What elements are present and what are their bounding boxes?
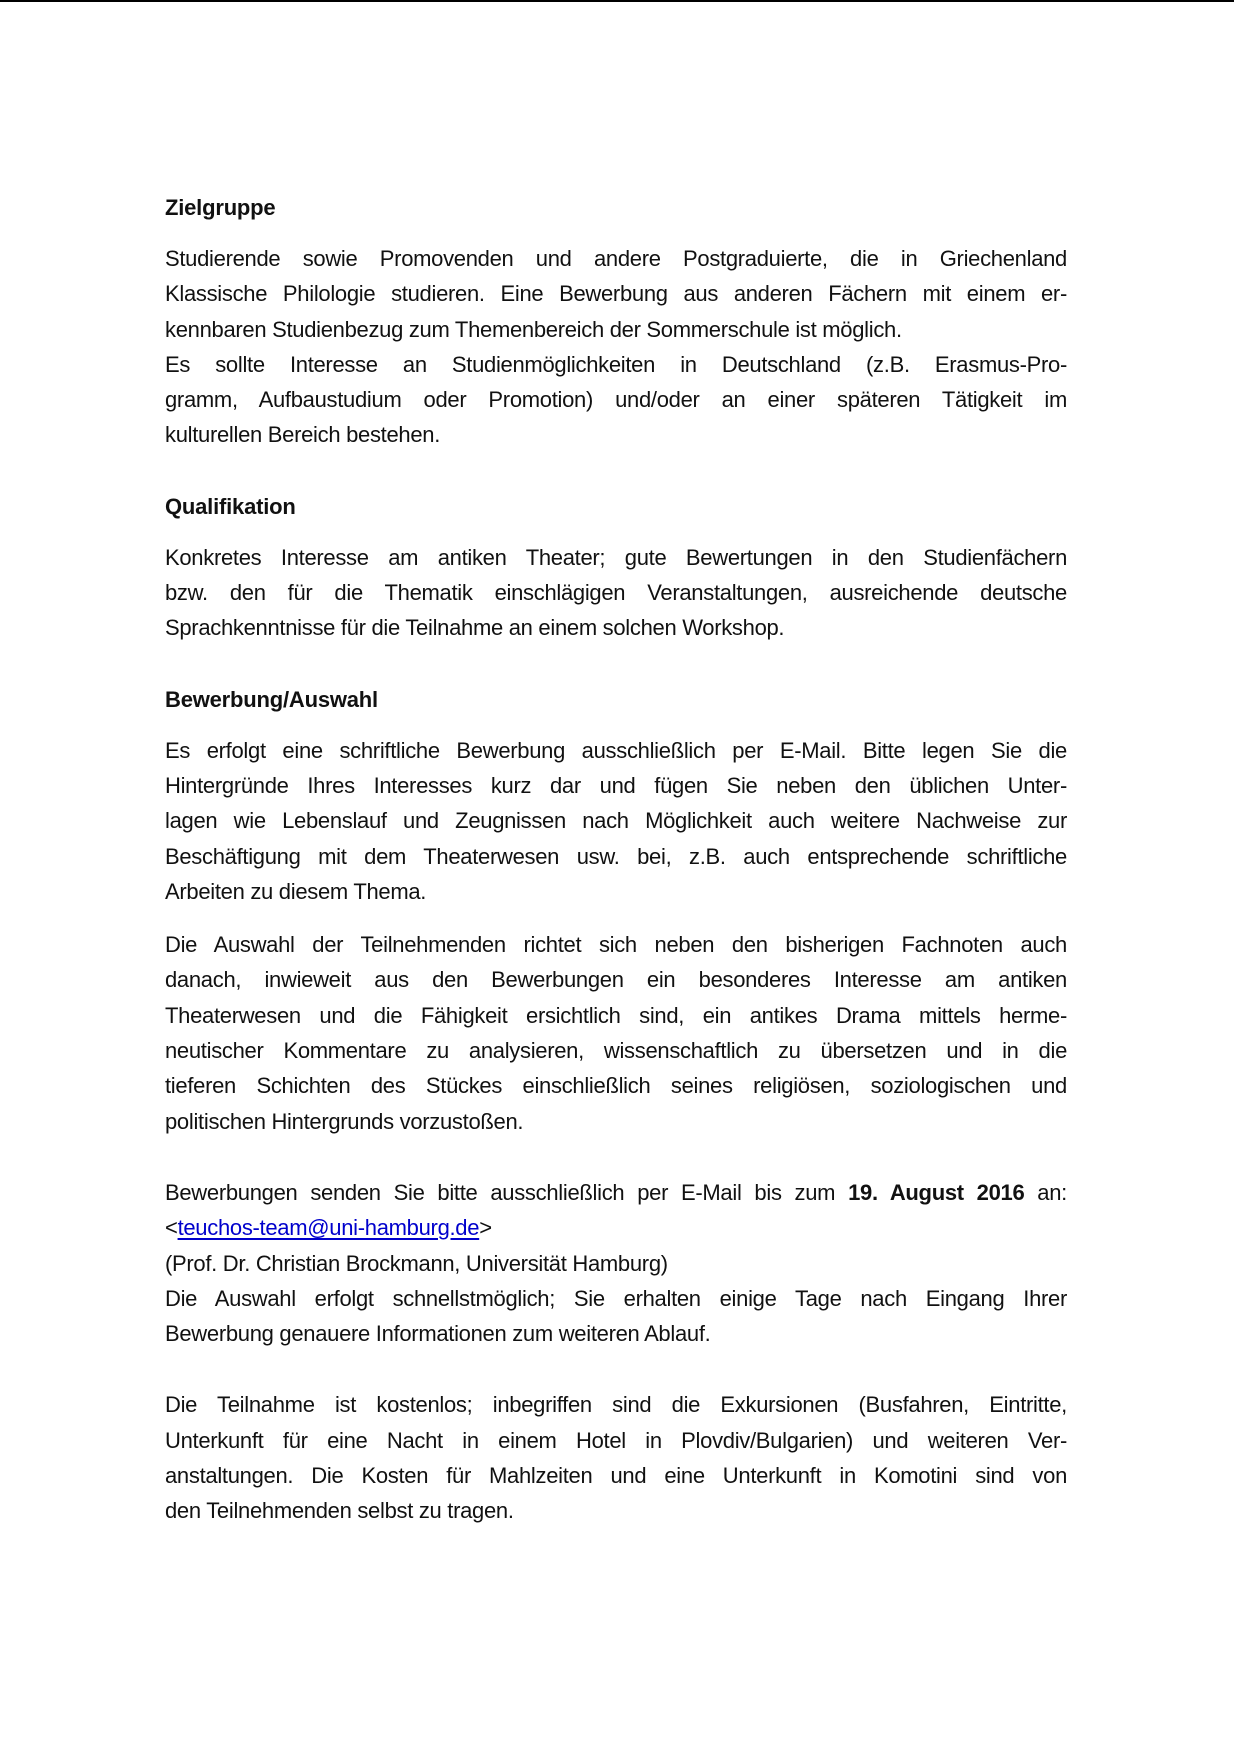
contact-intro-suffix: an:	[1024, 1179, 1067, 1205]
email-link[interactable]: teuchos-team@uni-hamburg.de	[177, 1215, 480, 1241]
text-line: Arbeiten zu diesem Thema.	[165, 878, 427, 904]
text-line: neutischer Kommentare zu analysieren, wissenschaftlich zu übersetzen und in die	[165, 1038, 1067, 1064]
text-line: politischen Hintergrunds vorzustoßen.	[165, 1108, 524, 1134]
contact-intro-line	[165, 1175, 1067, 1210]
deadline-date: 19. August 2016	[848, 1179, 1025, 1205]
text-line: den Teilnehmenden selbst zu tragen.	[165, 1498, 514, 1524]
text-line: Die Teilnahme ist kostenlos; inbegriffen sind die Exkursionen (Busfahren, Eintritte,	[165, 1392, 1067, 1418]
text-line: anstaltungen. Die Kosten für Mahlzeiten und eine Unterkunft in Komotini sind von	[165, 1463, 1067, 1489]
bracket-close: >	[479, 1215, 492, 1241]
text-line: bzw. den für die Thematik einschlägigen Veranstaltungen, ausreichende deutsche	[165, 580, 1067, 606]
bracket-open: <	[165, 1215, 178, 1241]
text-line: kulturellen Bereich bestehen.	[165, 422, 441, 448]
text-line: Es erfolgt eine schriftliche Bewerbung ausschließlich per E-Mail. Bitte legen Sie die	[165, 737, 1067, 763]
text-line: Klassische Philologie studieren. Eine Bewerbung aus anderen Fächern mit einem er-	[165, 281, 1067, 307]
top-border-line	[0, 0, 1234, 2]
text-line: Beschäftigung mit dem Theaterwesen usw. bei, z.B. auch entsprechende schriftliche	[165, 843, 1067, 869]
contact-person: (Prof. Dr. Christian Brockmann, Universität Hamburg)	[165, 1250, 668, 1276]
email-line	[165, 1210, 1067, 1245]
paragraph-qualifikation	[165, 540, 1067, 646]
document-page	[165, 190, 1067, 1529]
contact-block	[165, 1175, 1067, 1351]
text-line: kennbaren Studienbezug zum Themenbereich der Sommerschule ist möglich.	[165, 316, 902, 342]
paragraph-zielgruppe	[165, 241, 1067, 453]
text-line: Sprachkenntnisse für die Teilnahme an einem solchen Workshop.	[165, 615, 785, 641]
text-line: lagen wie Lebenslauf und Zeugnissen nach Möglichkeit auch weitere Nachweise zur	[165, 808, 1067, 834]
heading-bewerbung-auswahl: Bewerbung/Auswahl	[165, 686, 378, 712]
paragraph-auswahl	[165, 927, 1067, 1139]
heading-qualifikation: Qualifikation	[165, 493, 296, 519]
text-line: Die Auswahl der Teilnehmenden richtet sich neben den bisherigen Fachnoten auch	[165, 932, 1067, 958]
text-line: danach, inwieweit aus den Bewerbungen ein besonderes Interesse am antiken	[165, 967, 1067, 993]
text-line: Theaterwesen und die Fähigkeit ersichtlich sind, ein antikes Drama mittels herme-	[165, 1002, 1067, 1028]
heading-zielgruppe: Zielgruppe	[165, 195, 276, 220]
paragraph-costs	[165, 1387, 1067, 1528]
text-line: gramm, Aufbaustudium oder Promotion) und/oder an einer späteren Tätigkeit im	[165, 387, 1067, 413]
contact-intro: Bewerbungen senden Sie bitte ausschließlich per E-Mail bis zum	[165, 1179, 849, 1205]
text-line: Die Auswahl erfolgt schnellstmöglich; Sie erhalten einige Tage nach Eingang Ihrer	[165, 1285, 1067, 1311]
text-line: Bewerbung genauere Informationen zum weiteren Ablauf.	[165, 1321, 711, 1347]
text-line: Unterkunft für eine Nacht in einem Hotel in Plovdiv/Bulgarien) und weiteren Ver-	[165, 1427, 1067, 1453]
text-line: Es sollte Interesse an Studienmöglichkeiten in Deutschland (z.B. Erasmus-Pro-	[165, 351, 1067, 377]
text-line: Studierende sowie Promovenden und andere Postgraduierte, die in Griechenland	[165, 246, 1067, 271]
text-line: tieferen Schichten des Stückes einschließlich seines religiösen, soziologischen und	[165, 1073, 1067, 1099]
paragraph-bewerbung	[165, 733, 1067, 909]
text-line: Konkretes Interesse am antiken Theater; gute Bewertungen in den Studienfächern	[165, 544, 1067, 570]
text-line: Hintergründe Ihres Interesses kurz dar und fügen Sie neben den üblichen Unter-	[165, 772, 1067, 798]
